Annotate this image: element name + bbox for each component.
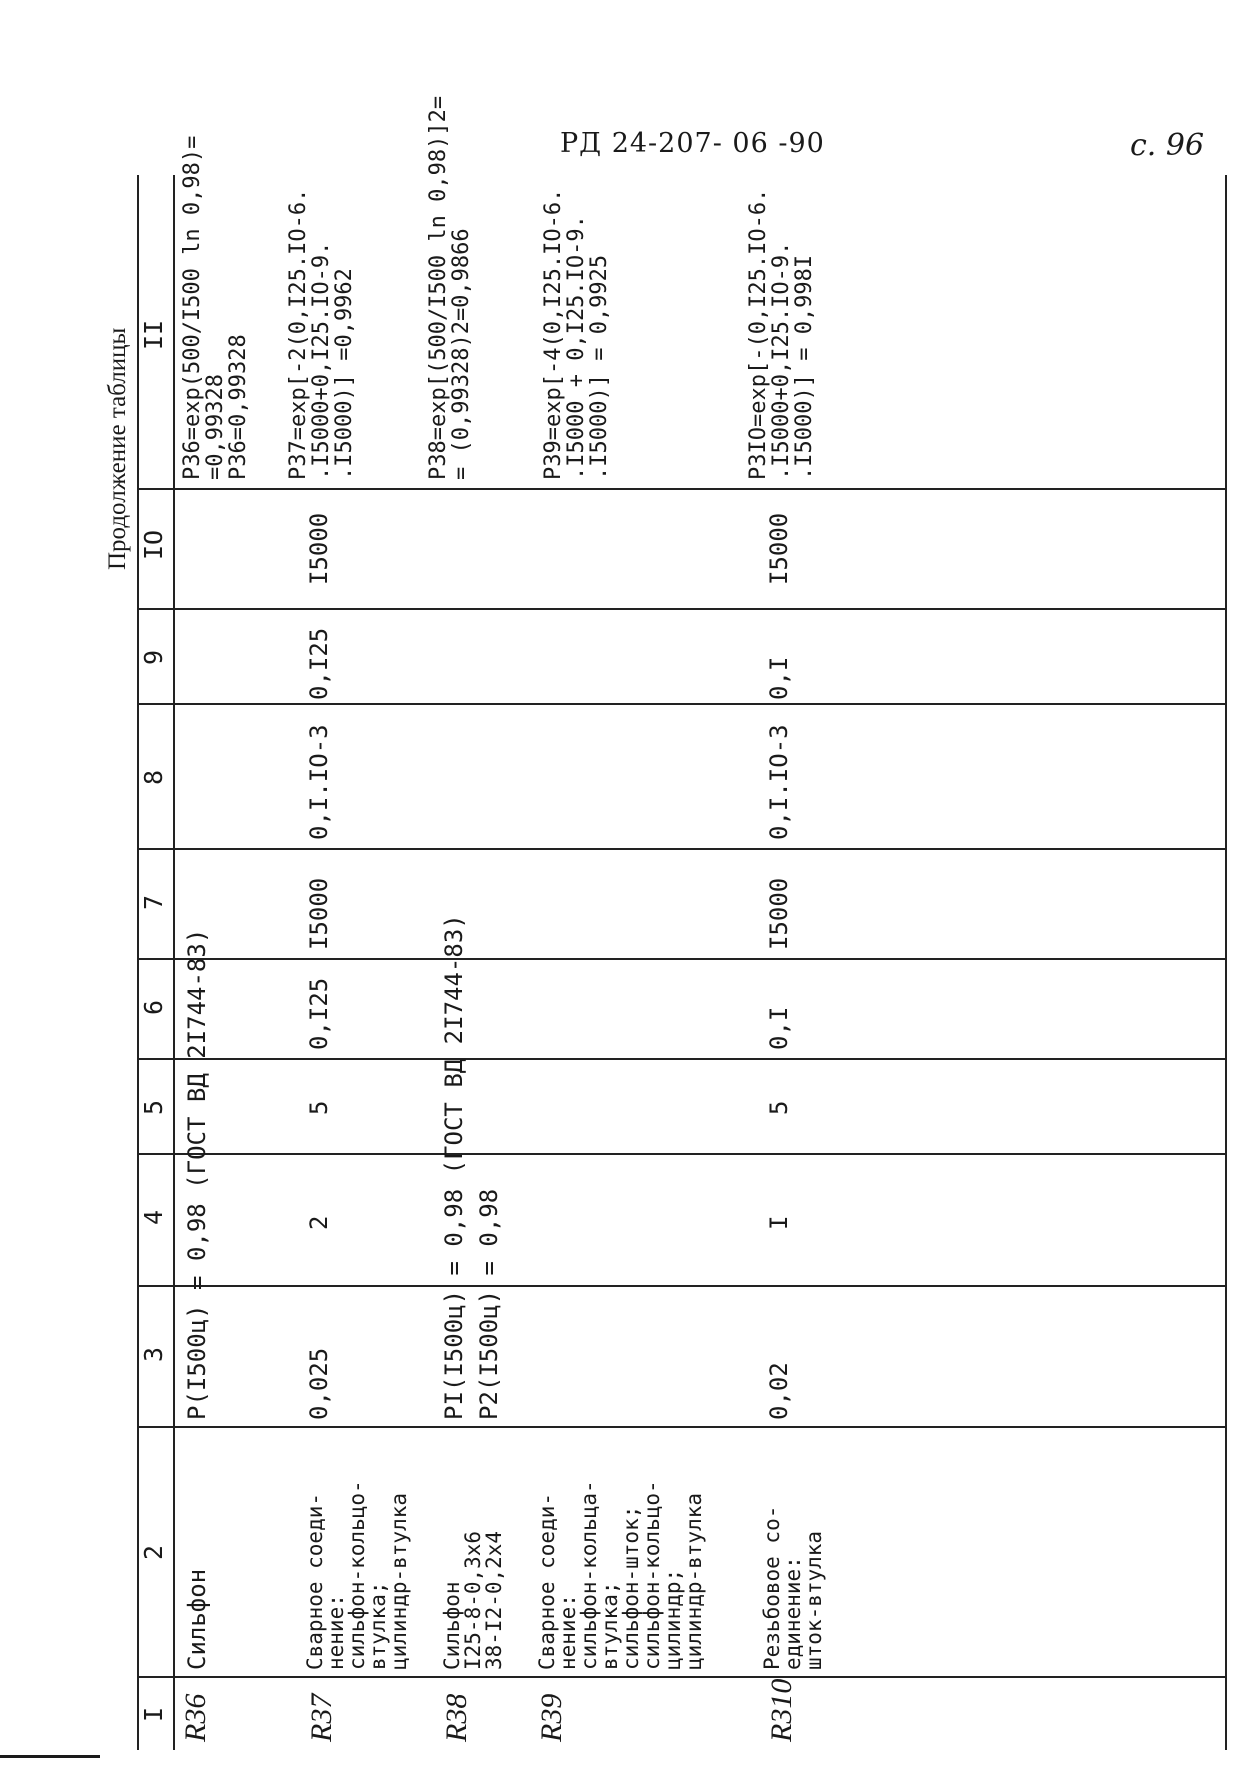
- cell-value: I5000: [305, 877, 333, 950]
- formula: P39=exp[-4(0,I25.IO-6. .I5000 + 0,I25.IO-9. .I5000)] = 0,9925: [541, 188, 613, 480]
- element-name: Сварное соеди- нение: сильфон-кольца- втулка; сильфон-шток; сильфон-кольцо- цилиндр; цилиндр-втулка: [535, 1480, 706, 1670]
- cell-value: 0,I.IO-3: [765, 724, 793, 840]
- formula: P3IO=exp[-(0,I25.IO-6. .I5000+0,I25.IO-9. .I5000)] = 0,998I: [746, 188, 818, 480]
- table-line: [137, 1426, 1227, 1428]
- column-header: 4: [139, 1209, 168, 1225]
- column-header: II: [139, 319, 168, 350]
- table-line: [137, 848, 1227, 850]
- column-header: 6: [139, 999, 168, 1015]
- table-line: [137, 1153, 1227, 1155]
- column-header: 5: [139, 1099, 168, 1115]
- cell-value: 0,I.IO-3: [305, 724, 333, 840]
- table-line: [137, 175, 139, 1750]
- document-code: РД 24-207- 06 -90: [560, 128, 825, 159]
- cell-value: I5000: [765, 877, 793, 950]
- spanning-value: P(I500ц) = 0,98 (ГОСТ ВД 2I744-83): [183, 928, 211, 1420]
- scan-mark: [0, 1755, 100, 1758]
- cell-value: 5: [305, 1100, 333, 1115]
- cell-value: 0,I25: [305, 977, 333, 1050]
- table-line: [137, 1676, 1227, 1678]
- table-line: [137, 1058, 1227, 1060]
- row-id: R39: [535, 1693, 568, 1742]
- cell-value: 0,02: [765, 1362, 793, 1420]
- table-caption: Продолжение таблицы: [104, 327, 131, 570]
- table-line: [137, 958, 1227, 960]
- element-name: Сильфон I25-8-0,3х6 38-I2-0,2х4: [440, 1530, 506, 1670]
- spanning-value: P2(I500ц) = 0,98: [475, 1188, 503, 1420]
- cell-value: 0,I: [765, 656, 793, 700]
- column-header: 2: [139, 1544, 168, 1560]
- table-line: [137, 1285, 1227, 1287]
- row-id: R36: [179, 1693, 212, 1742]
- table-line: [137, 703, 1227, 705]
- formula: P37=exp[-2(0,I25.IO-6. .I5000+0,I25.IO-9. .I5000)] =0,9962: [286, 188, 358, 480]
- cell-value: 0,I25: [305, 627, 333, 700]
- row-id: R310: [765, 1678, 798, 1742]
- cell-value: 5: [765, 1100, 793, 1115]
- cell-value: 0,025: [305, 1347, 333, 1420]
- table-line: [1225, 175, 1227, 1750]
- cell-value: 2: [305, 1215, 333, 1230]
- column-header: 7: [139, 894, 168, 910]
- row-id: R37: [305, 1693, 338, 1742]
- row-id: R38: [440, 1693, 473, 1742]
- column-header: 8: [139, 769, 168, 785]
- formula: P38=exp[(500/I500 ln 0,98)]2= = (0,99328)2=0,9866: [426, 95, 475, 480]
- column-header: 3: [139, 1346, 168, 1362]
- element-name: Резьбовое со- единение: шток-втулка: [760, 1505, 826, 1670]
- element-name: Сварное соеди- нение: сильфон-кольцо- втулка; цилиндр-втулка: [303, 1480, 411, 1670]
- column-header: IO: [139, 529, 168, 560]
- formula: P36=exp(500/I500 ln 0,98)= =0,99328 P36=0,99328: [180, 135, 252, 480]
- column-header: 9: [139, 649, 168, 665]
- column-header: I: [139, 1706, 168, 1722]
- page-number: с. 96: [1130, 128, 1205, 163]
- table-line: [137, 608, 1227, 610]
- cell-value: I5000: [305, 512, 333, 585]
- cell-value: 0,I: [765, 1006, 793, 1050]
- spanning-value: PI(I500ц) = 0,98 (ГОСТ ВД 2I744-83): [440, 914, 468, 1420]
- cell-value: I: [765, 1215, 793, 1230]
- element-name: Сильфон: [183, 1568, 211, 1670]
- table-line: [173, 175, 175, 1750]
- table-line: [137, 488, 1227, 490]
- cell-value: I5000: [765, 512, 793, 585]
